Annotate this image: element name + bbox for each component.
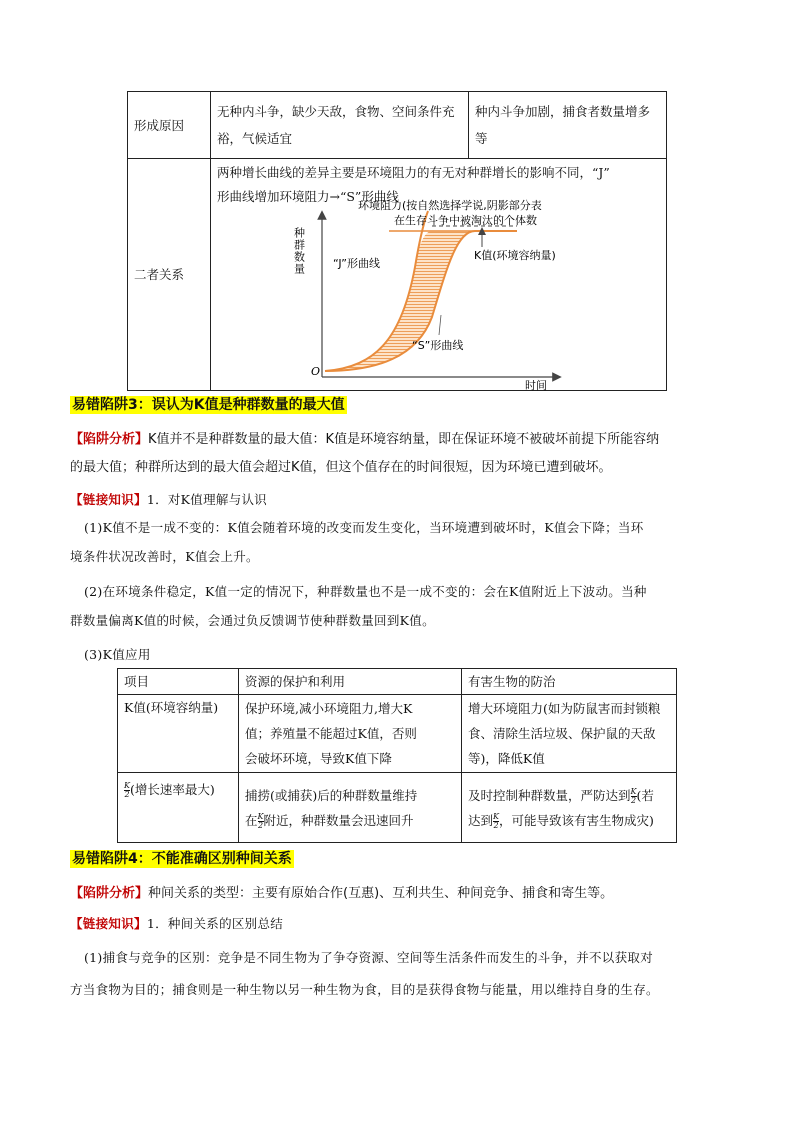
trap3-point2-cont: 群数量偏离K值的时候，会通过负反馈调节使种群数量回到K值。	[70, 613, 435, 628]
row-label-cause: 形成原因	[128, 92, 211, 159]
trap4-point1-cont: 方当食物为目的；捕食则是一种生物以另一种生物为食，目的是获得食物与能量，用以维持自身的生存。	[70, 982, 659, 997]
s-leader	[439, 315, 441, 335]
trap3-point1: (1)K值不是一成不变的：K值会随着环境的改变而发生变化，当环境遭到破坏时，K值会下降；当环	[84, 520, 644, 535]
relation-cell	[211, 159, 667, 391]
k-row-pest: 增大环境阻力(如为防鼠害而封锁粮 食、清除生活垃圾、保护鼠的天敌 等)，降低K值	[462, 695, 677, 773]
k-row-label: K值(环境容纳量)	[118, 695, 239, 773]
header-pest: 有害生物的防治	[462, 669, 677, 695]
s-curve-cause: 种内斗争加剧，捕食者数量增多等	[469, 92, 667, 159]
trap4-point1: (1)捕食与竞争的区别：竞争是不同生物为了争夺资源、空间等生活条件而发生的斗争，并不以获取对	[84, 950, 654, 965]
header-item: 项目	[118, 669, 239, 695]
trap3-title: 易错陷阱3：误认为K值是种群数量的最大值	[72, 397, 345, 413]
trap3-point3: (3)K值应用	[84, 647, 151, 662]
k-row-resource: 保护环境,减小环境阻力,增大K 值；养殖量不能超过K值，否则 会破坏环境，导致K值下降	[239, 695, 462, 773]
relation-text-2: 形曲线增加环境阻力→“S”形曲线	[217, 189, 399, 204]
j-curve-label: “J”形曲线	[333, 257, 380, 270]
resistance-label-1: 环境阻力(按自然选择学说,阴影部分表	[358, 199, 542, 212]
j-curve-cause: 无种内斗争，缺少天敌，食物、空间条件充裕，气候适宜	[211, 92, 469, 159]
trap3-point2: (2)在环境条件稳定，K值一定的情况下，种群数量也不是一成不变的：会在K值附近上下波动。当种	[84, 584, 647, 599]
growth-curve-diagram	[217, 199, 637, 392]
origin-label: O	[311, 365, 321, 378]
trap3-point1-cont: 境条件状况改善时，K值会上升。	[70, 549, 259, 564]
k-value-label: K值(环境容纳量)	[474, 249, 556, 262]
half-k-row-resource: 捕捞(或捕获)后的种群数量维持 在 $\frac{K}{2}$ 附近，种群数量会迅速回升	[239, 773, 462, 843]
trap4-analysis: 【陷阱分析】种间关系的类型：主要有原始合作(互惠)、互利共生、种间竞争、捕食和寄生等。	[70, 886, 614, 901]
half-k-fraction: $\frac{K}{2}$	[124, 781, 130, 799]
x-axis-label: 时间	[525, 379, 547, 392]
header-resource: 资源的保护和利用	[239, 669, 462, 695]
trap3-link: 【链接知识】1．对K值理解与认识	[70, 492, 268, 507]
s-curve-label: “S”形曲线	[412, 339, 464, 352]
resistance-label-2: 在生存斗争中被淘汰的个体数	[394, 214, 537, 227]
half-k-row-pest: 及时控制种群数量，严防达到 $\frac{K}{2}$ (若 达到 $\frac{K}{2}$ ，可能导致该有害生物成灾)	[462, 773, 677, 843]
half-k-row-label: $\frac{K}{2}$ (增长速率最大)	[118, 773, 239, 843]
trap4-title: 易错陷阱4：不能准确区别种间关系	[72, 851, 292, 867]
trap4-link: 【链接知识】1．种间关系的区别总结	[70, 916, 284, 931]
y-axis-label: 种群数量	[292, 227, 306, 275]
relation-text-1: 两种增长曲线的差异主要是环境阻力的有无对种群增长的影响不同，“J”	[217, 165, 610, 180]
growth-curve-table	[127, 91, 667, 391]
k-value-application-table	[117, 668, 677, 843]
trap3-analysis: 【陷阱分析】K值并不是种群数量的最大值：K值是环境容纳量，即在保证环境不被破坏前提下所能容纳 的最大值；种群所达到的最大值会超过K值，但这个值存在的时间很短，因为环境已遭到破坏。	[70, 432, 660, 475]
row-label-relation: 二者关系	[128, 159, 211, 391]
